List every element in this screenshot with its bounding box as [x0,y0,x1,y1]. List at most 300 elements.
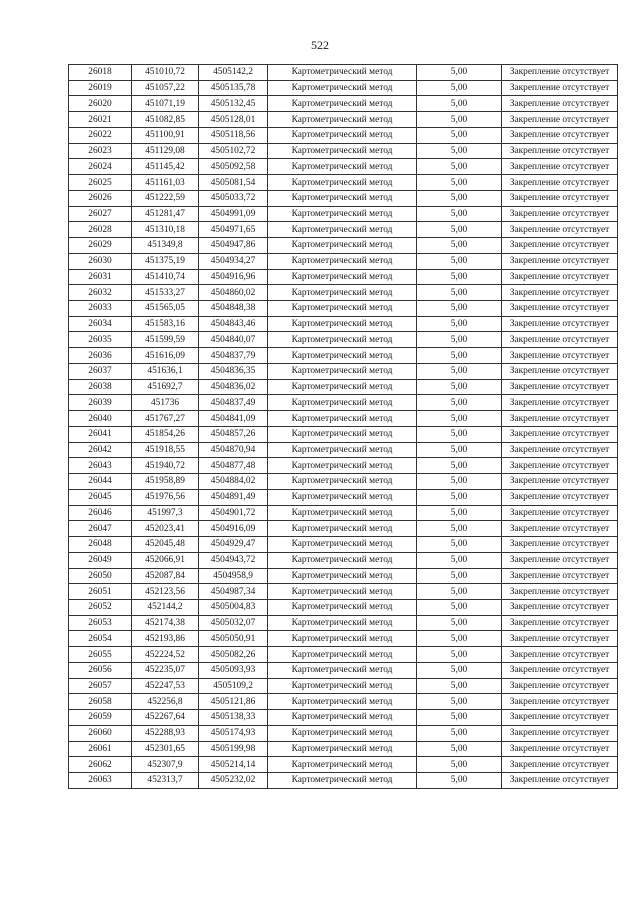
y-coordinate-cell: 4505081,54 [199,175,268,191]
coordinates-table [68,64,618,789]
y-coordinate-cell: 4505174,93 [199,725,268,741]
point-id-cell: 26052 [69,599,132,615]
point-id-cell: 26040 [69,411,132,427]
y-coordinate-cell: 4505092,58 [199,159,268,175]
accuracy-cell: 5,00 [417,678,502,694]
x-coordinate-cell: 451410,74 [132,269,199,285]
fixation-cell: Закрепление отсутствует [502,426,618,442]
method-cell: Картометрический метод [268,65,417,81]
method-cell: Картометрический метод [268,489,417,505]
y-coordinate-cell: 4504870,94 [199,442,268,458]
y-coordinate-cell: 4504836,35 [199,363,268,379]
point-id-cell: 26045 [69,489,132,505]
y-coordinate-cell: 4504877,48 [199,458,268,474]
accuracy-cell: 5,00 [417,222,502,238]
table-row [69,584,618,600]
y-coordinate-cell: 4505109,2 [199,678,268,694]
y-coordinate-cell: 4504843,46 [199,316,268,332]
x-coordinate-cell: 452247,53 [132,678,199,694]
method-cell: Картометрический метод [268,348,417,364]
fixation-cell: Закрепление отсутствует [502,505,618,521]
table-row [69,127,618,143]
accuracy-cell: 5,00 [417,363,502,379]
accuracy-cell: 5,00 [417,206,502,222]
x-coordinate-cell: 451082,85 [132,112,199,128]
point-id-cell: 26054 [69,631,132,647]
y-coordinate-cell: 4504860,02 [199,285,268,301]
point-id-cell: 26063 [69,773,132,789]
point-id-cell: 26035 [69,332,132,348]
y-coordinate-cell: 4504916,96 [199,269,268,285]
point-id-cell: 26057 [69,678,132,694]
point-id-cell: 26019 [69,80,132,96]
fixation-cell: Закрепление отсутствует [502,395,618,411]
y-coordinate-cell: 4505128,01 [199,112,268,128]
method-cell: Картометрический метод [268,505,417,521]
table-row [69,662,618,678]
method-cell: Картометрический метод [268,379,417,395]
point-id-cell: 26047 [69,521,132,537]
accuracy-cell: 5,00 [417,505,502,521]
fixation-cell: Закрепление отсутствует [502,80,618,96]
accuracy-cell: 5,00 [417,348,502,364]
method-cell: Картометрический метод [268,253,417,269]
table-row [69,316,618,332]
method-cell: Картометрический метод [268,599,417,615]
accuracy-cell: 5,00 [417,537,502,553]
x-coordinate-cell: 451976,56 [132,489,199,505]
accuracy-cell: 5,00 [417,552,502,568]
y-coordinate-cell: 4505138,33 [199,710,268,726]
x-coordinate-cell: 451310,18 [132,222,199,238]
fixation-cell: Закрепление отсутствует [502,285,618,301]
y-coordinate-cell: 4504901,72 [199,505,268,521]
method-cell: Картометрический метод [268,584,417,600]
method-cell: Картометрический метод [268,725,417,741]
point-id-cell: 26020 [69,96,132,112]
fixation-cell: Закрепление отсутствует [502,332,618,348]
y-coordinate-cell: 4504884,02 [199,474,268,490]
point-id-cell: 26061 [69,741,132,757]
x-coordinate-cell: 451533,27 [132,285,199,301]
fixation-cell: Закрепление отсутствует [502,222,618,238]
accuracy-cell: 5,00 [417,80,502,96]
x-coordinate-cell: 452123,56 [132,584,199,600]
x-coordinate-cell: 452174,38 [132,615,199,631]
point-id-cell: 26022 [69,127,132,143]
method-cell: Картометрический метод [268,127,417,143]
method-cell: Картометрический метод [268,568,417,584]
point-id-cell: 26027 [69,206,132,222]
fixation-cell: Закрепление отсутствует [502,96,618,112]
fixation-cell: Закрепление отсутствует [502,631,618,647]
method-cell: Картометрический метод [268,285,417,301]
accuracy-cell: 5,00 [417,379,502,395]
table-row [69,505,618,521]
accuracy-cell: 5,00 [417,112,502,128]
y-coordinate-cell: 4505232,02 [199,773,268,789]
table-row [69,143,618,159]
y-coordinate-cell: 4504947,86 [199,238,268,254]
fixation-cell: Закрепление отсутствует [502,489,618,505]
fixation-cell: Закрепление отсутствует [502,348,618,364]
y-coordinate-cell: 4504848,38 [199,301,268,317]
accuracy-cell: 5,00 [417,411,502,427]
fixation-cell: Закрепление отсутствует [502,411,618,427]
y-coordinate-cell: 4505135,78 [199,80,268,96]
fixation-cell: Закрепление отсутствует [502,238,618,254]
method-cell: Картометрический метод [268,96,417,112]
table-row [69,96,618,112]
accuracy-cell: 5,00 [417,631,502,647]
method-cell: Картометрический метод [268,757,417,773]
table-body [69,65,618,789]
table-row [69,442,618,458]
accuracy-cell: 5,00 [417,316,502,332]
accuracy-cell: 5,00 [417,741,502,757]
table-row [69,568,618,584]
method-cell: Картометрический метод [268,426,417,442]
x-coordinate-cell: 451616,09 [132,348,199,364]
x-coordinate-cell: 451057,22 [132,80,199,96]
method-cell: Картометрический метод [268,694,417,710]
fixation-cell: Закрепление отсутствует [502,442,618,458]
table-row [69,426,618,442]
accuracy-cell: 5,00 [417,332,502,348]
table-row [69,379,618,395]
point-id-cell: 26062 [69,757,132,773]
table-row [69,190,618,206]
x-coordinate-cell: 452193,86 [132,631,199,647]
point-id-cell: 26058 [69,694,132,710]
x-coordinate-cell: 451222,59 [132,190,199,206]
table-row [69,285,618,301]
fixation-cell: Закрепление отсутствует [502,599,618,615]
point-id-cell: 26025 [69,175,132,191]
table-row [69,301,618,317]
accuracy-cell: 5,00 [417,285,502,301]
y-coordinate-cell: 4505082,26 [199,647,268,663]
x-coordinate-cell: 451010,72 [132,65,199,81]
point-id-cell: 26037 [69,363,132,379]
x-coordinate-cell: 452045,48 [132,537,199,553]
method-cell: Картометрический метод [268,647,417,663]
x-coordinate-cell: 451767,27 [132,411,199,427]
method-cell: Картометрический метод [268,190,417,206]
table-row [69,458,618,474]
fixation-cell: Закрепление отсутствует [502,584,618,600]
accuracy-cell: 5,00 [417,238,502,254]
x-coordinate-cell: 451940,72 [132,458,199,474]
accuracy-cell: 5,00 [417,426,502,442]
table-row [69,725,618,741]
method-cell: Картометрический метод [268,269,417,285]
x-coordinate-cell: 451918,55 [132,442,199,458]
method-cell: Картометрический метод [268,521,417,537]
table-row [69,238,618,254]
y-coordinate-cell: 4505132,45 [199,96,268,112]
table-row [69,741,618,757]
accuracy-cell: 5,00 [417,757,502,773]
point-id-cell: 26059 [69,710,132,726]
point-id-cell: 26021 [69,112,132,128]
y-coordinate-cell: 4505142,2 [199,65,268,81]
point-id-cell: 26056 [69,662,132,678]
fixation-cell: Закрепление отсутствует [502,127,618,143]
point-id-cell: 26038 [69,379,132,395]
fixation-cell: Закрепление отсутствует [502,301,618,317]
page-number: 522 [311,38,329,52]
fixation-cell: Закрепление отсутствует [502,190,618,206]
table-row [69,521,618,537]
method-cell: Картометрический метод [268,442,417,458]
table-row [69,647,618,663]
fixation-cell: Закрепление отсутствует [502,159,618,175]
point-id-cell: 26055 [69,647,132,663]
method-cell: Картометрический метод [268,222,417,238]
method-cell: Картометрический метод [268,112,417,128]
accuracy-cell: 5,00 [417,190,502,206]
y-coordinate-cell: 4504991,09 [199,206,268,222]
y-coordinate-cell: 4504891,49 [199,489,268,505]
accuracy-cell: 5,00 [417,96,502,112]
fixation-cell: Закрепление отсутствует [502,678,618,694]
x-coordinate-cell: 452301,65 [132,741,199,757]
accuracy-cell: 5,00 [417,269,502,285]
x-coordinate-cell: 451736 [132,395,199,411]
accuracy-cell: 5,00 [417,615,502,631]
fixation-cell: Закрепление отсутствует [502,474,618,490]
point-id-cell: 26060 [69,725,132,741]
fixation-cell: Закрепление отсутствует [502,662,618,678]
point-id-cell: 26042 [69,442,132,458]
method-cell: Картометрический метод [268,474,417,490]
y-coordinate-cell: 4504929,47 [199,537,268,553]
point-id-cell: 26049 [69,552,132,568]
table-row [69,694,618,710]
accuracy-cell: 5,00 [417,127,502,143]
fixation-cell: Закрепление отсутствует [502,710,618,726]
table-row [69,222,618,238]
x-coordinate-cell: 451281,47 [132,206,199,222]
table-row [69,159,618,175]
x-coordinate-cell: 452224,52 [132,647,199,663]
table-row [69,678,618,694]
fixation-cell: Закрепление отсутствует [502,363,618,379]
fixation-cell: Закрепление отсутствует [502,725,618,741]
y-coordinate-cell: 4505118,56 [199,127,268,143]
x-coordinate-cell: 451161,03 [132,175,199,191]
method-cell: Картометрический метод [268,773,417,789]
method-cell: Картометрический метод [268,332,417,348]
y-coordinate-cell: 4504916,09 [199,521,268,537]
point-id-cell: 26051 [69,584,132,600]
table-row [69,489,618,505]
fixation-cell: Закрепление отсутствует [502,615,618,631]
point-id-cell: 26031 [69,269,132,285]
x-coordinate-cell: 451599,59 [132,332,199,348]
method-cell: Картометрический метод [268,395,417,411]
point-id-cell: 26028 [69,222,132,238]
point-id-cell: 26034 [69,316,132,332]
fixation-cell: Закрепление отсутствует [502,269,618,285]
x-coordinate-cell: 451565,05 [132,301,199,317]
x-coordinate-cell: 451636,1 [132,363,199,379]
y-coordinate-cell: 4505004,83 [199,599,268,615]
y-coordinate-cell: 4505032,07 [199,615,268,631]
fixation-cell: Закрепление отсутствует [502,521,618,537]
table-row [69,80,618,96]
x-coordinate-cell: 452023,41 [132,521,199,537]
y-coordinate-cell: 4504837,79 [199,348,268,364]
x-coordinate-cell: 451958,89 [132,474,199,490]
accuracy-cell: 5,00 [417,725,502,741]
accuracy-cell: 5,00 [417,521,502,537]
y-coordinate-cell: 4504987,34 [199,584,268,600]
table-row [69,269,618,285]
x-coordinate-cell: 451854,26 [132,426,199,442]
accuracy-cell: 5,00 [417,647,502,663]
table-row [69,175,618,191]
point-id-cell: 26023 [69,143,132,159]
y-coordinate-cell: 4505033,72 [199,190,268,206]
table-row [69,363,618,379]
method-cell: Картометрический метод [268,363,417,379]
accuracy-cell: 5,00 [417,175,502,191]
table-row [69,773,618,789]
accuracy-cell: 5,00 [417,143,502,159]
table-row [69,615,618,631]
x-coordinate-cell: 452066,91 [132,552,199,568]
point-id-cell: 26046 [69,505,132,521]
x-coordinate-cell: 451071,19 [132,96,199,112]
accuracy-cell: 5,00 [417,489,502,505]
accuracy-cell: 5,00 [417,442,502,458]
accuracy-cell: 5,00 [417,301,502,317]
fixation-cell: Закрепление отсутствует [502,316,618,332]
y-coordinate-cell: 4505121,86 [199,694,268,710]
fixation-cell: Закрепление отсутствует [502,757,618,773]
x-coordinate-cell: 452235,07 [132,662,199,678]
method-cell: Картометрический метод [268,662,417,678]
fixation-cell: Закрепление отсутствует [502,647,618,663]
method-cell: Картометрический метод [268,458,417,474]
method-cell: Картометрический метод [268,143,417,159]
table-row [69,395,618,411]
method-cell: Картометрический метод [268,552,417,568]
x-coordinate-cell: 451997,3 [132,505,199,521]
table-row [69,253,618,269]
point-id-cell: 26030 [69,253,132,269]
table-row [69,65,618,81]
table-row [69,599,618,615]
accuracy-cell: 5,00 [417,568,502,584]
x-coordinate-cell: 451145,42 [132,159,199,175]
y-coordinate-cell: 4505050,91 [199,631,268,647]
y-coordinate-cell: 4504840,07 [199,332,268,348]
y-coordinate-cell: 4504836,02 [199,379,268,395]
method-cell: Картометрический метод [268,631,417,647]
accuracy-cell: 5,00 [417,65,502,81]
point-id-cell: 26048 [69,537,132,553]
point-id-cell: 26043 [69,458,132,474]
table-row [69,631,618,647]
table-row [69,474,618,490]
y-coordinate-cell: 4504958,9 [199,568,268,584]
accuracy-cell: 5,00 [417,599,502,615]
fixation-cell: Закрепление отсутствует [502,568,618,584]
fixation-cell: Закрепление отсутствует [502,458,618,474]
x-coordinate-cell: 452288,93 [132,725,199,741]
fixation-cell: Закрепление отсутствует [502,537,618,553]
y-coordinate-cell: 4505102,72 [199,143,268,159]
x-coordinate-cell: 452307,9 [132,757,199,773]
x-coordinate-cell: 451375,19 [132,253,199,269]
x-coordinate-cell: 451100,91 [132,127,199,143]
accuracy-cell: 5,00 [417,458,502,474]
method-cell: Картометрический метод [268,301,417,317]
fixation-cell: Закрепление отсутствует [502,253,618,269]
point-id-cell: 26032 [69,285,132,301]
point-id-cell: 26029 [69,238,132,254]
x-coordinate-cell: 452313,7 [132,773,199,789]
table-row [69,348,618,364]
y-coordinate-cell: 4505214,14 [199,757,268,773]
accuracy-cell: 5,00 [417,159,502,175]
fixation-cell: Закрепление отсутствует [502,143,618,159]
x-coordinate-cell: 451349,8 [132,238,199,254]
point-id-cell: 26053 [69,615,132,631]
method-cell: Картометрический метод [268,159,417,175]
method-cell: Картометрический метод [268,175,417,191]
y-coordinate-cell: 4505093,93 [199,662,268,678]
y-coordinate-cell: 4505199,98 [199,741,268,757]
point-id-cell: 26039 [69,395,132,411]
x-coordinate-cell: 452144,2 [132,599,199,615]
method-cell: Картометрический метод [268,316,417,332]
method-cell: Картометрический метод [268,710,417,726]
y-coordinate-cell: 4504971,65 [199,222,268,238]
accuracy-cell: 5,00 [417,662,502,678]
method-cell: Картометрический метод [268,238,417,254]
table-row [69,411,618,427]
table-row [69,552,618,568]
x-coordinate-cell: 452256,8 [132,694,199,710]
accuracy-cell: 5,00 [417,253,502,269]
fixation-cell: Закрепление отсутствует [502,552,618,568]
accuracy-cell: 5,00 [417,395,502,411]
table-row [69,112,618,128]
y-coordinate-cell: 4504837,49 [199,395,268,411]
method-cell: Картометрический метод [268,678,417,694]
method-cell: Картометрический метод [268,741,417,757]
y-coordinate-cell: 4504934,27 [199,253,268,269]
point-id-cell: 26026 [69,190,132,206]
point-id-cell: 26033 [69,301,132,317]
accuracy-cell: 5,00 [417,474,502,490]
x-coordinate-cell: 452267,64 [132,710,199,726]
fixation-cell: Закрепление отсутствует [502,65,618,81]
x-coordinate-cell: 451692,7 [132,379,199,395]
x-coordinate-cell: 451583,16 [132,316,199,332]
x-coordinate-cell: 452087,84 [132,568,199,584]
table-row [69,537,618,553]
accuracy-cell: 5,00 [417,584,502,600]
table-row [69,757,618,773]
fixation-cell: Закрепление отсутствует [502,741,618,757]
method-cell: Картометрический метод [268,206,417,222]
accuracy-cell: 5,00 [417,694,502,710]
